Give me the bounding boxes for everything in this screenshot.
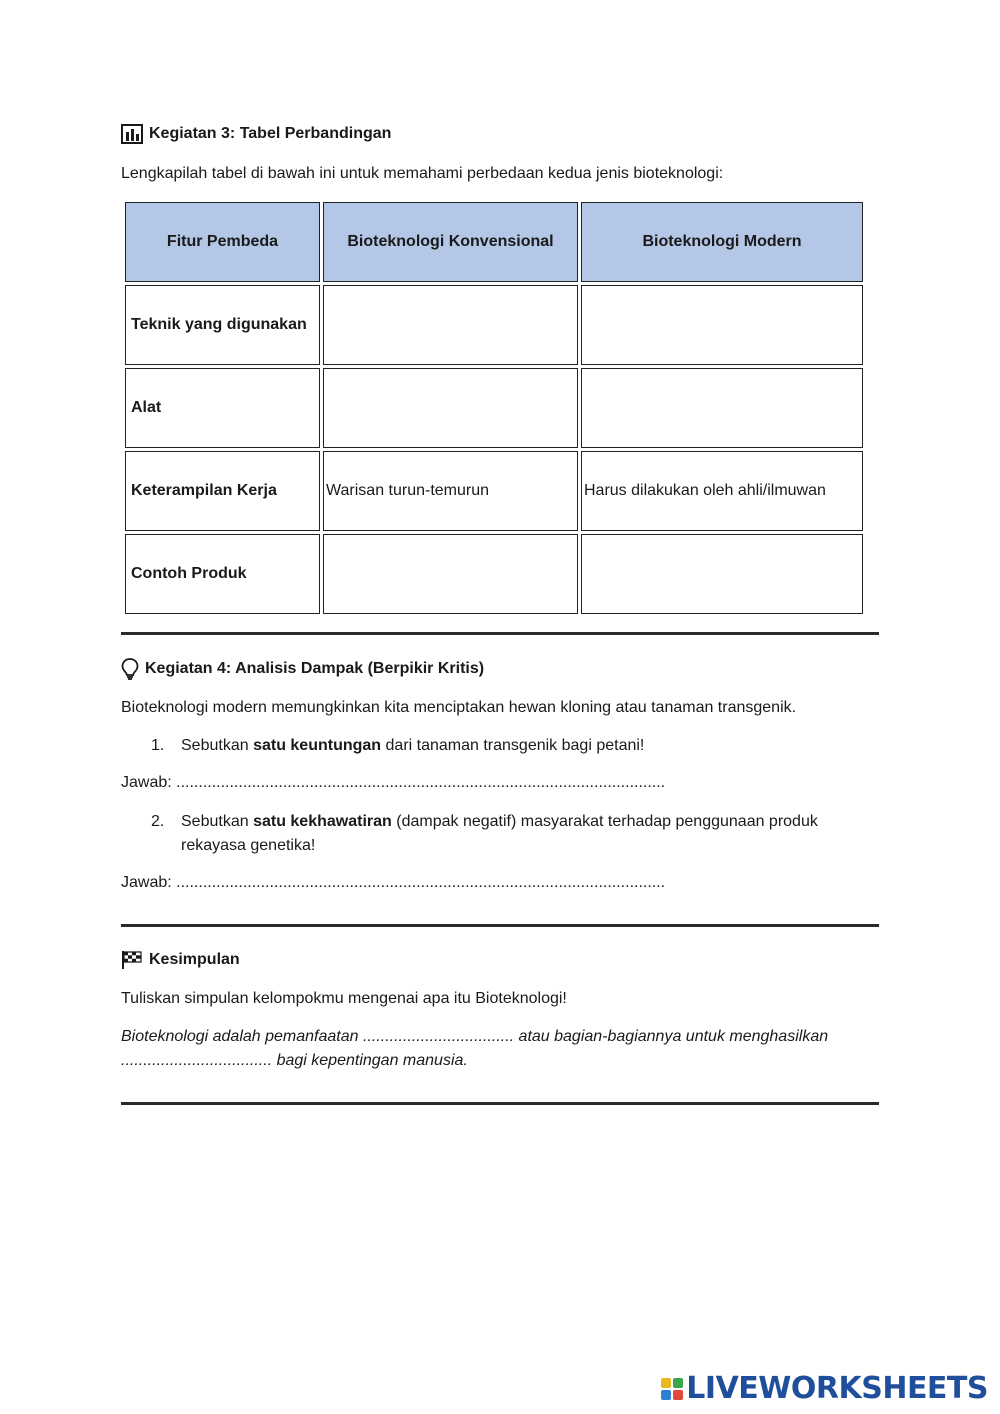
conclusion-sentence-line2[interactable]: .................................. bagi kepentingan manusia. [121, 1052, 468, 1069]
answer-input[interactable] [324, 286, 577, 364]
answer-input[interactable] [324, 369, 577, 447]
table-row [125, 368, 863, 448]
lightbulb-icon [121, 658, 139, 680]
activity4-heading [121, 658, 484, 680]
table-row [125, 451, 863, 531]
answer-cell-modern[interactable] [581, 534, 863, 614]
answer-input[interactable] [582, 286, 862, 364]
answer-input[interactable] [324, 535, 577, 613]
header-modern: Bioteknologi Modern [581, 202, 863, 282]
comparison-table [122, 199, 866, 617]
conclusion-heading [121, 950, 240, 970]
answer-line-1[interactable]: Jawab: .............................................................................................................. [121, 774, 666, 791]
conclusion-sentence-line1[interactable]: Bioteknologi adalah pemanfaatan .................................. atau bagian-bagiannya untuk menghasilkan [121, 1028, 829, 1045]
question-number: 2. [151, 813, 165, 830]
section-divider [121, 924, 879, 927]
activity4-title: Kegiatan 4: Analisis Dampak (Berpikir Kritis) [145, 660, 485, 677]
question-text: Sebutkan [181, 813, 254, 830]
activity3-title: Kegiatan 3: Tabel Perbandingan [149, 125, 392, 142]
section-divider [121, 632, 879, 635]
checkered-flag-icon [121, 950, 143, 970]
answer-cell-conventional[interactable] [323, 285, 578, 365]
header-conventional: Bioteknologi Konvensional [323, 202, 578, 282]
answer-line-2[interactable]: Jawab: .............................................................................................................. [121, 874, 666, 891]
liveworksheets-logo [661, 1371, 988, 1406]
activity4-intro: Bioteknologi modern memungkinkan kita menciptakan hewan kloning atau tanaman transgenik. [121, 699, 797, 716]
answer-cell-conventional[interactable] [323, 534, 578, 614]
logo-text: LIVEWORKSHEETS [686, 1371, 988, 1406]
answer-cell-modern[interactable] [581, 285, 863, 365]
question-emphasis: satu kekhawatiran [253, 813, 392, 830]
answer-input[interactable] [582, 369, 862, 447]
bar-chart-icon [121, 124, 143, 144]
conclusion-title: Kesimpulan [149, 951, 240, 968]
conclusion-instruction: Tuliskan simpulan kelompokmu mengenai apa itu Bioteknologi! [121, 990, 567, 1007]
answer-input[interactable] [582, 535, 862, 613]
cell-modern: Harus dilakukan oleh ahli/ilmuwan [581, 451, 863, 531]
logo-mark-icon [661, 1378, 683, 1400]
row-feature: Keterampilan Kerja [125, 451, 320, 531]
activity3-instruction: Lengkapilah tabel di bawah ini untuk memahami perbedaan kedua jenis bioteknologi: [121, 165, 724, 182]
answer-cell-conventional[interactable] [323, 368, 578, 448]
row-feature: Contoh Produk [125, 534, 320, 614]
question-text: Sebutkan [181, 737, 254, 754]
question-number: 1. [151, 737, 165, 754]
section-divider [121, 1102, 879, 1105]
activity3-heading [121, 124, 391, 144]
question-1 [181, 734, 871, 758]
question-2 [181, 810, 871, 858]
table-row [125, 534, 863, 614]
header-feature: Fitur Pembeda [125, 202, 320, 282]
row-feature: Teknik yang digunakan [125, 285, 320, 365]
answer-cell-modern[interactable] [581, 368, 863, 448]
cell-conventional: Warisan turun-temurun [323, 451, 578, 531]
table-row [125, 285, 863, 365]
row-feature: Alat [125, 368, 320, 448]
question-text: (dampak negatif) masyarakat terhadap penggunaan produk rekayasa genetika! [181, 813, 818, 854]
table-header-row [125, 202, 863, 282]
question-text: dari tanaman transgenik bagi petani! [381, 737, 645, 754]
question-emphasis: satu keuntungan [253, 737, 382, 754]
